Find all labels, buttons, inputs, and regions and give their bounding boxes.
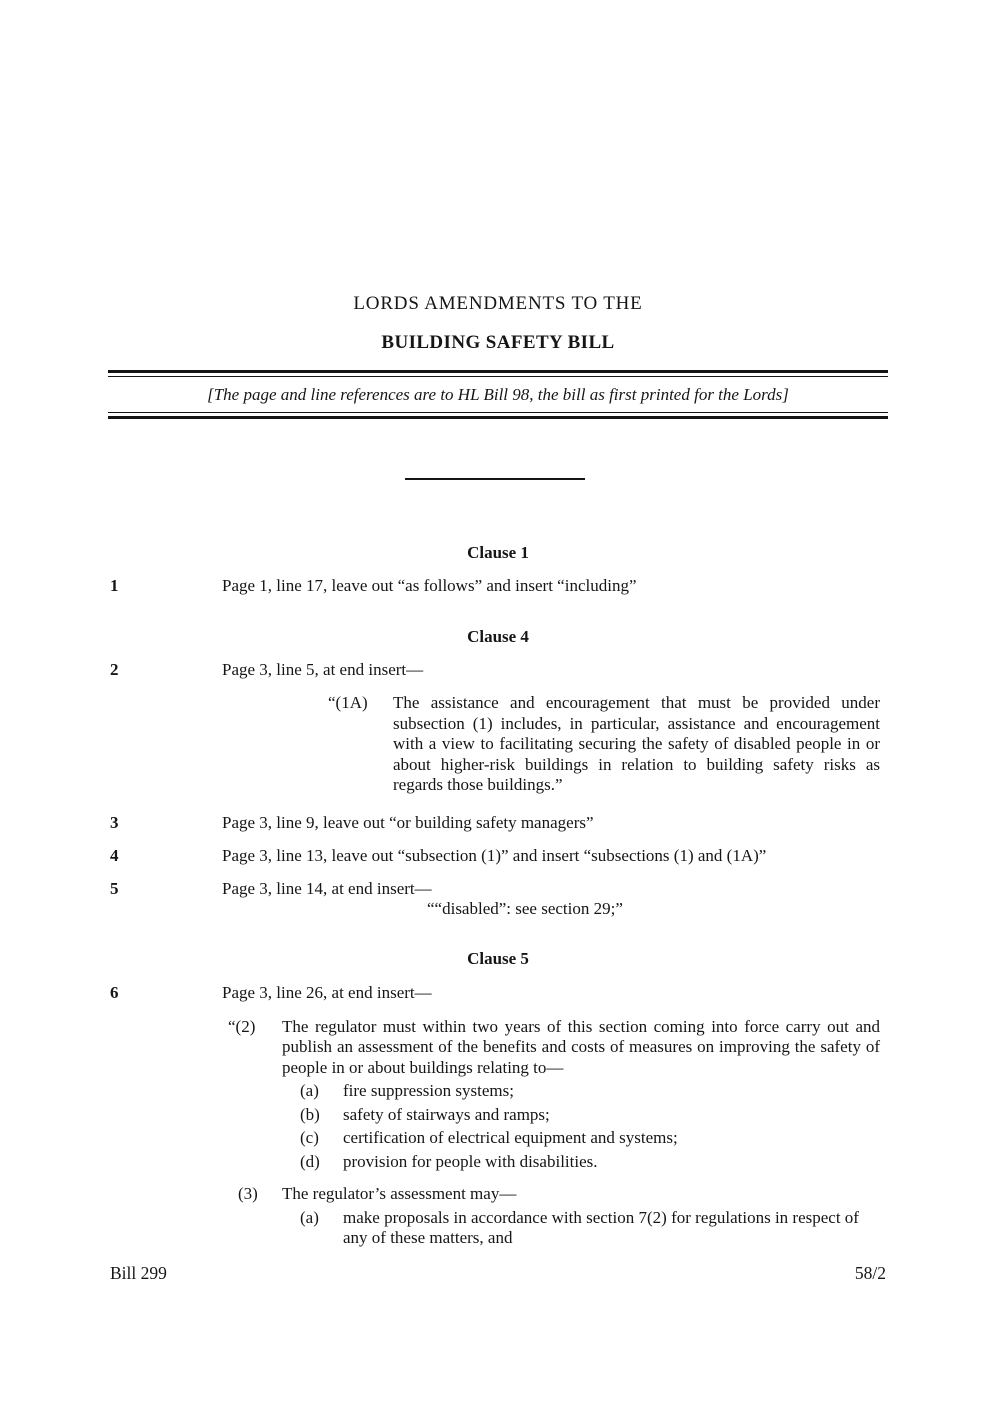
footer-bill-number: Bill 299 (110, 1263, 167, 1283)
item-label: (b) (300, 1104, 320, 1124)
list-item-c (300, 1128, 886, 1149)
page-footer (110, 1263, 886, 1284)
item-text: provision for people with disabilities. (343, 1151, 598, 1171)
list-item-d (300, 1152, 886, 1173)
reference-note-box (108, 370, 888, 419)
amendment-number: 1 (110, 575, 119, 595)
subsection-text: The assistance and encouragement that must be provided under subsection (1) includes, in particular, assistance and encouragement with a view to facilitating securing the safety of disabled people in or about higher-risk buildings in relation to building safety risks as regards those buildings.” (393, 693, 880, 794)
subsection-label: “(2) (228, 1016, 256, 1036)
amendment-number: 5 (110, 878, 119, 898)
amendment-text: Page 3, line 13, leave out “subsection (1)” and insert “subsections (1) and (1A)” (222, 846, 767, 865)
footer-print-number: 58/2 (854, 1263, 886, 1283)
amendment-text: Page 3, line 26, at end insert— (222, 983, 432, 1002)
item-label: (d) (300, 1151, 320, 1171)
item-text: make proposals in accordance with section 7(2) for regulations in respect of any of these matters, and (343, 1207, 859, 1247)
list-item-b (300, 1105, 886, 1126)
item-text: safety of stairways and ramps; (343, 1104, 550, 1124)
amendment-number: 2 (110, 659, 119, 679)
amendment-row-4 (110, 846, 886, 867)
amendment-row-1 (110, 576, 886, 597)
clause-heading-5: Clause 5 (467, 948, 529, 968)
section-separator-line (405, 478, 585, 480)
list-item-a (300, 1208, 886, 1249)
amendment-row-6 (110, 983, 886, 1004)
inserted-definition-line: ““disabled”: see section 29;” (427, 899, 623, 918)
amendments-body (110, 543, 886, 1249)
item-text: certification of electrical equipment and systems; (343, 1128, 678, 1147)
amendment-text: Page 3, line 14, at end insert— (222, 878, 432, 898)
inserted-subsection-1a (328, 693, 886, 796)
item-label: (a) (300, 1081, 319, 1100)
subsection-text: The regulator’s assessment may— (282, 1184, 517, 1203)
amendment-row-5 (110, 879, 886, 920)
item-text: fire suppression systems; (343, 1081, 514, 1100)
amendment-number: 6 (110, 983, 119, 1002)
double-rule-bottom (108, 412, 888, 419)
inserted-subsection-3 (228, 1184, 886, 1249)
item-label: (c) (300, 1128, 319, 1147)
inserted-subsection-2 (228, 1017, 886, 1173)
amendment-text: Page 3, line 5, at end insert— (222, 659, 424, 679)
subsection-text: The regulator must within two years of this section coming into force carry out and publish an assessment of the benefits and costs of measures on improving the safety of people in or about buildings relating to— (282, 1016, 880, 1077)
item-label: (a) (300, 1207, 319, 1227)
amendment-number: 3 (110, 812, 119, 832)
amendment-text: Page 3, line 9, leave out “or building safety managers” (222, 812, 594, 832)
document-header (110, 293, 886, 354)
subsection-label: (3) (238, 1184, 258, 1203)
amendment-number: 4 (110, 846, 119, 865)
reference-note: [The page and line references are to HL Bill 98, the bill as first printed for the Lords] (207, 385, 789, 404)
clause-heading-4: Clause 4 (467, 627, 529, 646)
amendment-row-3 (110, 813, 886, 834)
clause-heading-1: Clause 1 (467, 543, 529, 562)
list-item-a (300, 1081, 886, 1102)
subsection-label: “(1A) (328, 693, 368, 712)
double-rule-top (108, 370, 888, 377)
document-subtitle: BUILDING SAFETY BILL (381, 332, 615, 353)
amendment-text: Page 1, line 17, leave out “as follows” and insert “including” (222, 575, 637, 595)
amendment-row-2 (110, 660, 886, 681)
document-title: LORDS AMENDMENTS TO THE (353, 293, 643, 314)
